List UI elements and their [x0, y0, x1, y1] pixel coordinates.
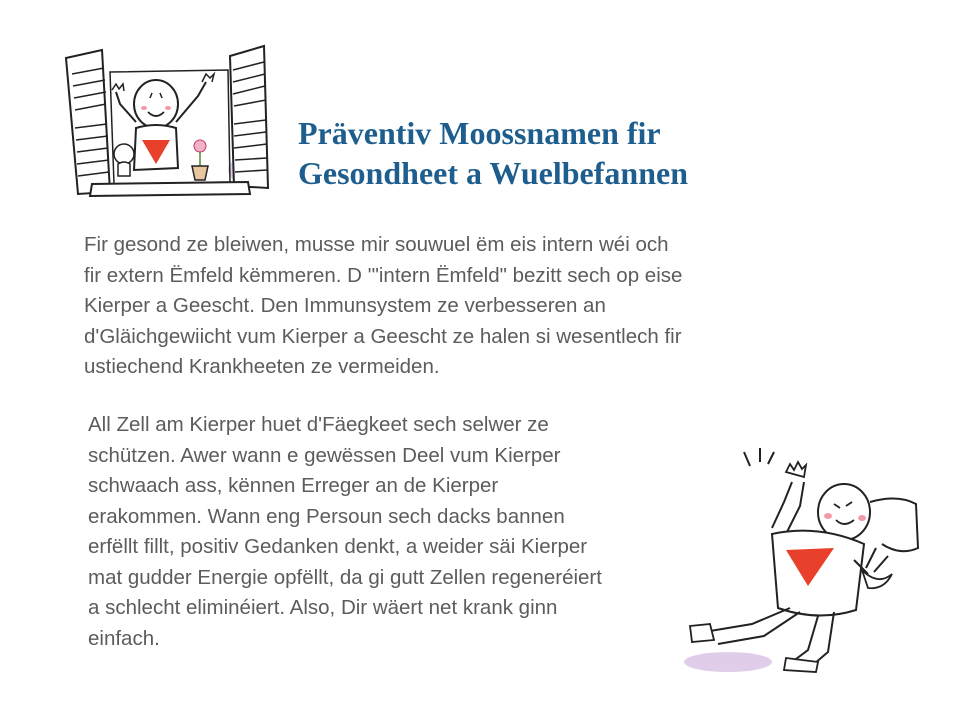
victory-person-illustration — [668, 440, 930, 680]
text-line: einfach. — [88, 626, 160, 650]
text-line: All Zell am Kierper huet d'Fäegkeet sech selwer ze — [88, 413, 549, 436]
window-person-illustration — [58, 42, 274, 202]
text-line: a schlecht eliminéiert. Also, Dir wäert net krank ginn — [88, 596, 558, 619]
text-line: Fir gesond ze bleiwen, musse mir souwuel ëm eis intern wéi och — [84, 233, 669, 256]
intro-paragraph — [84, 230, 804, 383]
text-line: schützen. Awer wann e gewëssen Deel vum Kierper — [88, 443, 561, 467]
text-line: erakommen. Wann eng Persoun sech dacks bannen — [88, 504, 565, 528]
text-line: fir extern Ëmfeld këmmeren. D '"intern Ëmfeld" bezitt sech op eise — [84, 263, 683, 287]
page-title — [298, 113, 898, 193]
text-line: mat gudder Energie opfëllt, da gi gutt Zellen regeneréiert — [88, 565, 602, 589]
title-line: Präventiv Moossnamen fir — [298, 115, 661, 151]
cells-paragraph — [88, 410, 698, 654]
text-line: Kierper a Geescht. Den Immunsystem ze verbesseren an — [84, 294, 606, 317]
title-line: Gesondheet a Wuelbefannen — [298, 155, 688, 191]
text-line: ustiechend Krankheeten ze vermeiden. — [84, 355, 440, 378]
text-line: d'Gläichgewiicht vum Kierper a Geescht ze halen si wesentlech fir — [84, 324, 682, 348]
text-line: schwaach ass, kënnen Erreger an de Kierper — [88, 474, 499, 497]
text-line: erfëllt fillt, positiv Gedanken denkt, a weider säi Kierper — [88, 535, 588, 558]
